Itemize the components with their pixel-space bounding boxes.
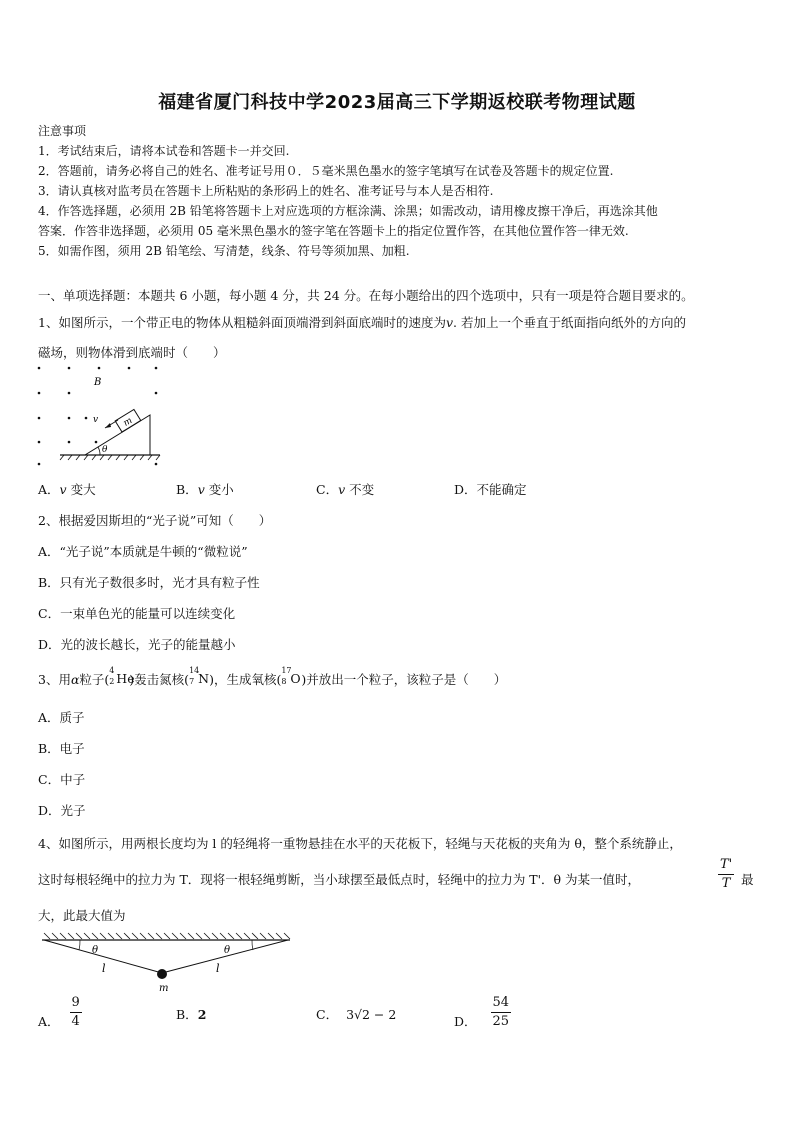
q1-incline-figure (30, 360, 170, 470)
notice-item: 5．如需作图，须用 2B 铅笔绘、写清楚，线条、符号等须加黑、加粗. (38, 244, 410, 258)
fig-label-m: m (121, 415, 135, 429)
q4-stem-line1: 4、如图所示，用两根长度均为 l 的轻绳将一重物悬挂在水平的天花板下，轻绳与天花板的夹角为 θ，整个系统静止， (38, 836, 682, 851)
mass-ball (157, 969, 167, 979)
q4-option-c[interactable] (316, 1005, 396, 1023)
atomic-number: 8 (281, 677, 287, 686)
notice-item: 4．作答选择题，必须用 2B 铅笔将答题卡上对应选项的方框涂满、涂黑；如需改动，请用橡皮擦干净后，再选涂其他 (38, 204, 658, 218)
q1-option-b[interactable] (176, 480, 234, 498)
q1-velocity-var: v (445, 315, 454, 330)
q4-option-b[interactable] (176, 1005, 206, 1023)
option-label: B． (176, 482, 198, 497)
option-fraction (70, 994, 82, 1031)
option-text: 不变 (345, 482, 375, 497)
notice-item: 3．请认真核对监考员在答题卡上所粘贴的条形码上的姓名、准考证号与本人是否相符. (38, 184, 494, 198)
q2-option-a[interactable]: A．“光子说”本质就是牛顿的“微粒说” (38, 544, 248, 559)
frac-denominator: 4 (71, 1014, 80, 1029)
atomic-number: 2 (109, 677, 115, 686)
q1-stem-line2: 磁场，则物体滑到底端时（ ） (38, 345, 226, 360)
option-label: C． (316, 1007, 339, 1022)
fig-label-theta: θ (102, 445, 108, 455)
q4-stem-line2-end: 最 (741, 872, 754, 887)
q1-stem-line1 (38, 313, 686, 331)
section-heading: 一、单项选择题：本题共 6 小题，每小题 4 分，共 24 分。在每小题给出的四个选项中，只有一项是符合题目要求的。 (38, 288, 694, 303)
option-text: 2 (197, 1007, 207, 1022)
ceiling (42, 934, 288, 940)
nuclide-n (189, 666, 209, 686)
option-label: D． (454, 1014, 477, 1029)
page-title: 福建省厦门科技中学2023届高三下学期返校联考物理试题 (158, 92, 636, 113)
option-text: 变小 (204, 482, 234, 497)
length-right: l (216, 962, 220, 975)
element-symbol: N (198, 671, 209, 686)
notice-item: 答案．作答非选择题，必须用 05 毫米黑色墨水的签字笔在答题卡上的指定位置作答，在其他位置作答一律无效. (38, 224, 629, 238)
option-text: 不能确定 (476, 482, 527, 497)
nuclide-he (109, 666, 135, 686)
option-text: 3√2 − 2 (346, 1007, 397, 1022)
mass-number: 14 (189, 666, 200, 675)
notice-item: 1．考试结束后，请将本试卷和答题卡一并交回. (38, 144, 290, 158)
q4-fraction (718, 856, 734, 893)
q1-stem-pre: 1、如图所示，一个带正电的物体从粗糙斜面顶端滑到斜面底端时的速度为 (38, 315, 446, 330)
ceiling-hatch (44, 933, 290, 939)
frac-numerator: 9 (70, 994, 82, 1013)
fig-label-B: B (94, 377, 102, 388)
q3-option-d[interactable]: D．光子 (38, 803, 86, 818)
q3-option-a[interactable]: A．质子 (38, 710, 85, 725)
q3-text: )轰击氮核( (129, 672, 190, 687)
alpha-symbol: α (70, 672, 80, 687)
angle-arc-left (79, 940, 80, 950)
mass-label: m (159, 983, 169, 994)
q2-stem: 2、根据爱因斯坦的“光子说”可知（ ） (38, 513, 272, 528)
option-label: D． (454, 482, 477, 497)
atomic-number: 7 (189, 677, 195, 686)
theta-right: θ (224, 945, 231, 956)
q3-stem (38, 666, 507, 688)
option-label: B． (176, 1007, 198, 1022)
element-symbol: He (116, 671, 135, 686)
fig-label-v: v (93, 415, 99, 425)
length-left: l (102, 962, 106, 975)
q2-option-c[interactable]: C．一束单色光的能量可以连续变化 (38, 606, 236, 621)
q3-text: )，生成氧核( (209, 672, 282, 687)
mass-number: 4 (109, 666, 115, 675)
option-label: C． (316, 482, 339, 497)
q3-option-c[interactable]: C．中子 (38, 772, 86, 787)
q3-text: 3、用 (38, 672, 71, 687)
q2-option-d[interactable]: D．光的波长越长，光子的能量越小 (38, 637, 236, 652)
q3-text: )并放出一个粒子，该粒子是（ ） (301, 672, 507, 687)
velocity-arrowhead (105, 423, 111, 428)
q1-stem-post: . 若加上一个垂直于纸面指向纸外的方向的 (453, 315, 686, 330)
frac-denominator: T (721, 876, 731, 891)
q3-option-b[interactable]: B．电子 (38, 741, 85, 756)
frac-numerator: 54 (491, 994, 512, 1013)
q1-option-d[interactable] (454, 480, 527, 498)
option-fraction (491, 994, 512, 1031)
nuclide-o (281, 666, 301, 686)
frac-numerator: T' (718, 856, 734, 875)
mass-number: 17 (281, 666, 292, 675)
option-text: 变大 (66, 482, 96, 497)
q4-option-d[interactable] (454, 994, 511, 1031)
block-m (115, 409, 141, 432)
option-label: A． (38, 1014, 60, 1029)
q4-stem-line2: 这时每根轻绳中的拉力为 T．现将一根轻绳剪断，当小球摆至最低点时，轻绳中的拉力为 T'．θ 为某一值时， (38, 872, 641, 887)
notice-block (38, 121, 758, 261)
ground-hatch (60, 455, 160, 460)
q2-option-b[interactable]: B．只有光子数很多时，光才具有粒子性 (38, 575, 260, 590)
theta-left: θ (92, 945, 99, 956)
q4-pendulum-figure (40, 932, 292, 994)
notice-heading: 注意事项 (38, 124, 87, 138)
q1-option-c[interactable] (316, 480, 374, 498)
option-var: v (197, 482, 205, 497)
q1-option-a[interactable] (38, 480, 96, 498)
angle-arc (98, 447, 100, 455)
q4-option-a[interactable] (38, 994, 82, 1031)
angle-arc-right (252, 940, 253, 950)
option-label: A． (38, 482, 60, 497)
q4-stem-line3: 大，此最大值为 (38, 908, 126, 923)
notice-item: 2．答题前，请务必将自己的姓名、准考证号用０．５毫米黑色墨水的签字笔填写在试卷及答题卡的规定位置. (38, 164, 614, 178)
frac-denominator: 25 (492, 1014, 510, 1029)
option-var: v (59, 482, 67, 497)
option-var: v (338, 482, 346, 497)
element-symbol: O (290, 671, 301, 686)
q3-text: 粒子( (79, 672, 110, 687)
